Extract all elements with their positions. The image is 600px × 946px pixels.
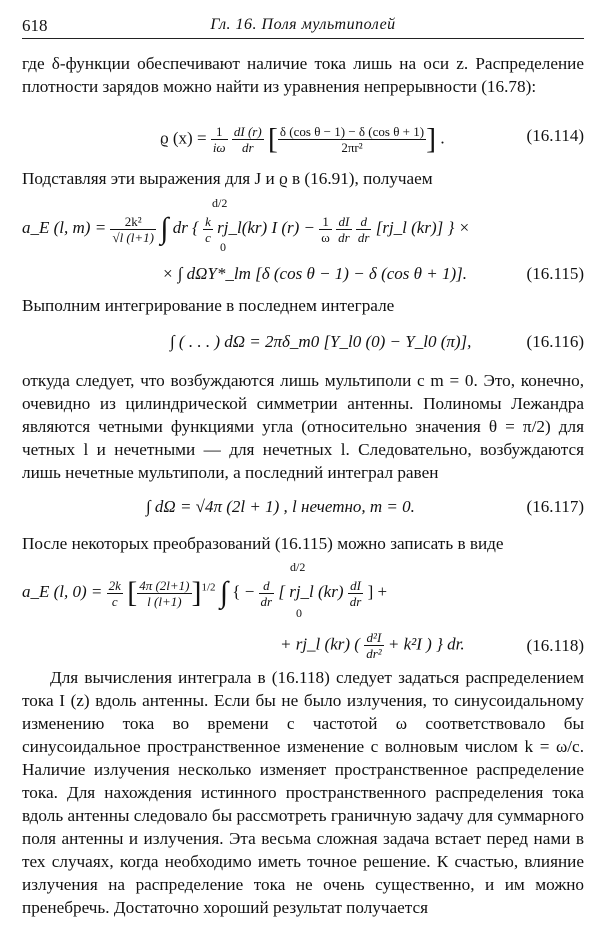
eq115-frac-2: $\frac{k}{c}$	[205, 213, 211, 245]
eq115-body-1: dr {	[172, 217, 199, 237]
eq116-number: (16.116)	[526, 332, 584, 351]
eq114-frac-1: $\frac{1}{i\omega}$	[212, 124, 226, 155]
eq118-lower-limit: 0	[296, 606, 302, 620]
eq114-frac-2: $\frac{dI (r)}{dr}$	[233, 124, 262, 155]
eq118-frac-3: $\frac{d}{dr}$	[260, 577, 273, 609]
eq118-lhs: a_E (l, 0) =	[22, 581, 103, 601]
eq118-body-2: [ rj_l (kr)	[278, 581, 344, 601]
eq118-frac-4: $\frac{dI}{dr}$	[349, 577, 362, 609]
eq117-number: (16.117)	[526, 497, 584, 516]
equation-16-117	[22, 493, 584, 523]
equation-16-114	[22, 116, 584, 156]
eq118-line-2a: + rj_l (kr) (	[280, 634, 360, 654]
eq114-tail: .	[440, 128, 445, 148]
eq118-frac-2: $\frac{4\pi (2l+1)}{l (l+1)}$	[139, 577, 190, 609]
equation-16-118	[22, 560, 584, 622]
eq118-frac-5: $\frac{\text{d²I}}{\text{dr²}}$	[366, 630, 382, 661]
eq114-lhs: ϱ (x) =	[160, 128, 207, 148]
page-header	[22, 14, 584, 39]
eq115-body-3: [rj_l (kr)] } ×	[375, 217, 471, 237]
eq118-upper-limit: d/2	[290, 560, 306, 574]
eq115-frac-4: $\frac{dI}{dr}$	[338, 213, 350, 245]
eq114-number: (16.114)	[526, 126, 584, 145]
eq118-body-1: { −	[232, 581, 255, 601]
eq115-lhs: a_E (l, m) =	[22, 217, 107, 237]
eq115-line-2: × ∫ dΩY*_lm [δ (cos θ − 1) − δ (cos θ + 1)].	[162, 264, 467, 283]
eq118-power: 1/2	[201, 581, 216, 594]
eq115-frac-1: $\frac{\text{2k²}}{√l (l+1)}$	[112, 213, 154, 245]
eq118-integral-sign: ∫	[219, 576, 229, 609]
eq117-expression: ∫ dΩ = √4π (2l + 1) , l нечетно, m = 0.	[146, 497, 415, 516]
paragraph-6: Для вычисления интеграла в (16.118) следует задаться распределением тока I (z) вдоль антенны. Если бы не было излучения, то синусоидальному изменению тока во времени с частотой ω соответствовало бы синусоидальное пространственное изменение с волновым числом k = ω/c. Наличие излучения несколько изменяет пространственное распределение тока. Для нахождения истинного пространственного распределения тока вдоль антенны следовало бы рассмотреть граничную задачу для суммарного поля антенны и излучения. Эта весьма сложная задача встает перед нами в тех случаях, когда необходимо иметь точное решение. К счастью, влияние излучения на распределение тока не очень существенно, и им можно пренебречь. Достаточно хороший результат получается	[22, 668, 584, 917]
eq118-bracket-close: ]	[191, 576, 202, 609]
paragraph-4: откуда следует, что возбуждаются лишь мультиполи с m = 0. Это, конечно, очевидно из цилиндрической симметрии антенны. Полиномы Лежандра являются четными функциями угла (относительно значения θ = π/2) для четных l и нечетными — для нечетных l. Следовательно, возбуждаются лишь нечетные мультиполи, а последний интеграл равен	[22, 371, 584, 482]
eq115-body-2: rj_l(kr) I (r) −	[217, 217, 316, 237]
eq116-expression: ∫ ( . . . ) dΩ = 2πδ_m0 [Y_l0 (0) − Y_l0 (π)],	[170, 332, 472, 351]
equation-16-116	[22, 328, 584, 358]
running-title: Гл. 16. Поля мультиполей	[210, 16, 396, 33]
equation-16-115-line-2	[22, 262, 584, 290]
eq114-bracket-close: ]	[426, 122, 437, 156]
paragraph-3: Выполним интегрирование в последнем интеграле	[22, 296, 395, 315]
eq115-integral-sign: ∫	[160, 212, 169, 245]
eq118-body-3: ] +	[367, 581, 388, 601]
eq118-line-2b: + k²I ) } dr.	[387, 634, 465, 654]
eq114-frac-3: $\frac{\text{δ (cos θ − 1) − δ (cos θ + 1)}}{\text{2πr²}}$	[279, 124, 425, 155]
equation-16-115	[22, 196, 584, 258]
eq115-frac-5: $\frac{d}{dr}$	[357, 213, 370, 245]
page-number: 618	[22, 16, 48, 35]
eq118-number: (16.118)	[526, 636, 584, 655]
eq118-bracket-open: [	[127, 576, 138, 609]
eq115-frac-3: $\frac{1}{\omega}$	[321, 213, 330, 245]
eq115-lower-limit: 0	[220, 240, 226, 254]
eq114-bracket-open: [	[267, 122, 278, 156]
eq115-number: (16.115)	[526, 264, 584, 283]
paragraph-2: Подставляя эти выражения для J и ϱ в (16.91), получаем	[22, 169, 433, 188]
eq115-upper-limit: d/2	[212, 196, 228, 210]
paragraph-1: где δ-функции обеспечивают наличие тока лишь на оси z. Распределение плотности зарядов можно найти из уравнения непрерывности (16.78):	[22, 54, 584, 96]
paragraph-5: После некоторых преобразований (16.115) можно записать в виде	[22, 534, 504, 553]
eq118-frac-1: $\frac{2k}{c}$	[108, 577, 121, 609]
equation-16-118-line-2	[22, 624, 584, 664]
